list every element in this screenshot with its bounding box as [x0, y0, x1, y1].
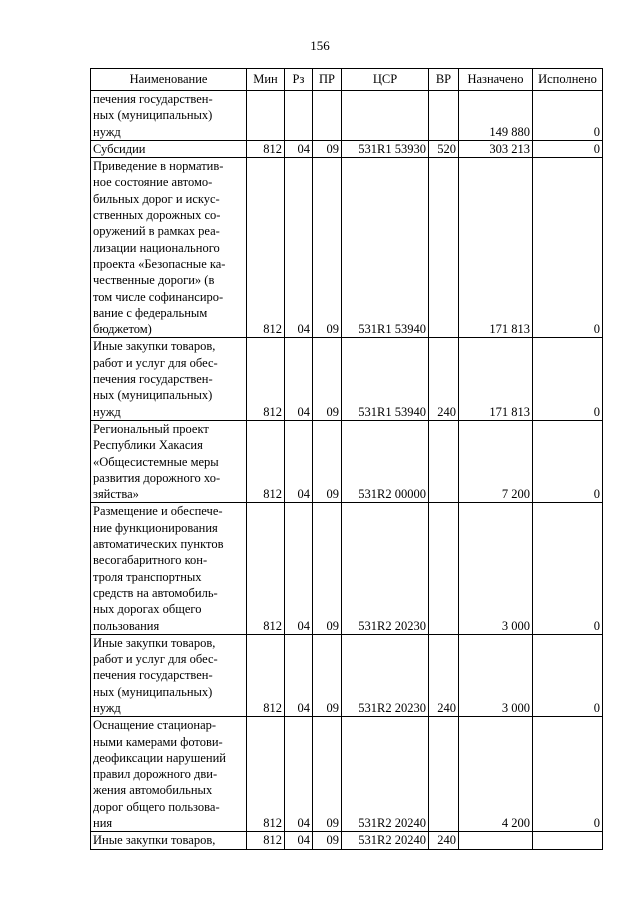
cell-pr: 09 — [313, 634, 342, 716]
cell-vr — [429, 91, 459, 141]
cell-min — [247, 91, 285, 141]
cell-assigned: 7 200 — [459, 420, 533, 502]
cell-pr: 09 — [313, 140, 342, 157]
table-row — [91, 420, 603, 502]
column-header: Наименование — [91, 69, 247, 91]
cell-vr — [429, 420, 459, 502]
cell-rz: 04 — [285, 338, 313, 420]
cell-rz — [285, 91, 313, 141]
cell-name: Субсидии — [91, 140, 247, 157]
table-row — [91, 634, 603, 716]
cell-min: 812 — [247, 832, 285, 849]
cell-pr: 09 — [313, 832, 342, 849]
cell-pr — [313, 91, 342, 141]
cell-rz: 04 — [285, 717, 313, 832]
cell-vr: 240 — [429, 338, 459, 420]
cell-pr: 09 — [313, 420, 342, 502]
cell-assigned: 171 813 — [459, 338, 533, 420]
cell-vr — [429, 158, 459, 338]
cell-name: Иные закупки товаров, работ и услуг для обес- печения государствен- ных (муниципальных) нужд — [91, 634, 247, 716]
cell-min: 812 — [247, 503, 285, 634]
cell-rz: 04 — [285, 503, 313, 634]
cell-assigned: 149 880 — [459, 91, 533, 141]
cell-executed: 0 — [533, 634, 603, 716]
cell-assigned: 3 000 — [459, 634, 533, 716]
cell-assigned: 4 200 — [459, 717, 533, 832]
column-header: ПР — [313, 69, 342, 91]
table-row — [91, 717, 603, 832]
cell-min: 812 — [247, 634, 285, 716]
cell-csr: 531R2 20230 — [342, 634, 429, 716]
table-row — [91, 158, 603, 338]
cell-executed: 0 — [533, 158, 603, 338]
cell-executed: 0 — [533, 91, 603, 141]
cell-csr: 531R1 53940 — [342, 158, 429, 338]
cell-vr — [429, 717, 459, 832]
table-body — [91, 91, 603, 850]
cell-pr: 09 — [313, 717, 342, 832]
cell-rz: 04 — [285, 634, 313, 716]
cell-csr: 531R1 53930 — [342, 140, 429, 157]
column-header: Исполнено — [533, 69, 603, 91]
cell-rz: 04 — [285, 140, 313, 157]
table-row — [91, 338, 603, 420]
cell-name: Приведение в норматив- ное состояние автомо- бильных дорог и искус- ственных дорожных со- оружений в рамках реа- лизации национального проекта «Безопасные ка- чественные дороги» (в том числе софинансиро- вание с федеральным бюджетом) — [91, 158, 247, 338]
cell-rz: 04 — [285, 420, 313, 502]
table-row — [91, 503, 603, 634]
cell-name: Региональный проект Республики Хакасия «Общесистемные меры развития дорожного хо- зяйства» — [91, 420, 247, 502]
cell-vr — [429, 503, 459, 634]
cell-rz: 04 — [285, 158, 313, 338]
cell-min: 812 — [247, 158, 285, 338]
column-header: Мин — [247, 69, 285, 91]
table-header-row — [91, 69, 603, 91]
cell-executed — [533, 832, 603, 849]
page-number: 156 — [310, 38, 330, 53]
cell-executed: 0 — [533, 503, 603, 634]
cell-csr: 531R1 53940 — [342, 338, 429, 420]
cell-csr: 531R2 20240 — [342, 832, 429, 849]
cell-assigned: 3 000 — [459, 503, 533, 634]
cell-pr: 09 — [313, 158, 342, 338]
cell-vr: 240 — [429, 832, 459, 849]
cell-executed: 0 — [533, 420, 603, 502]
cell-rz: 04 — [285, 832, 313, 849]
cell-vr: 520 — [429, 140, 459, 157]
cell-csr: 531R2 20230 — [342, 503, 429, 634]
cell-executed: 0 — [533, 140, 603, 157]
cell-assigned — [459, 832, 533, 849]
cell-assigned: 171 813 — [459, 158, 533, 338]
cell-pr: 09 — [313, 503, 342, 634]
column-header: ВР — [429, 69, 459, 91]
table-row — [91, 832, 603, 849]
table-row — [91, 91, 603, 141]
cell-csr: 531R2 00000 — [342, 420, 429, 502]
cell-csr: 531R2 20240 — [342, 717, 429, 832]
cell-name: печения государствен- ных (муниципальных) нужд — [91, 91, 247, 141]
cell-name: Иные закупки товаров, — [91, 832, 247, 849]
table-row — [91, 140, 603, 157]
cell-name: Иные закупки товаров, работ и услуг для обес- печения государствен- ных (муниципальных) нужд — [91, 338, 247, 420]
budget-table — [90, 68, 603, 850]
cell-name: Размещение и обеспече- ние функционирования автоматических пунктов весогабаритного кон- троля транспортных средств на автомобиль- ных дорогах общего пользования — [91, 503, 247, 634]
cell-csr — [342, 91, 429, 141]
cell-name: Оснащение стационар- ными камерами фотови- деофиксации нарушений правил дорожного дви- жения автомобильных дорог общего пользова- ния — [91, 717, 247, 832]
column-header: Рз — [285, 69, 313, 91]
column-header: ЦСР — [342, 69, 429, 91]
cell-pr: 09 — [313, 338, 342, 420]
cell-vr: 240 — [429, 634, 459, 716]
cell-executed: 0 — [533, 338, 603, 420]
cell-executed: 0 — [533, 717, 603, 832]
cell-assigned: 303 213 — [459, 140, 533, 157]
column-header: Назначено — [459, 69, 533, 91]
cell-min: 812 — [247, 717, 285, 832]
cell-min: 812 — [247, 338, 285, 420]
cell-min: 812 — [247, 420, 285, 502]
cell-min: 812 — [247, 140, 285, 157]
